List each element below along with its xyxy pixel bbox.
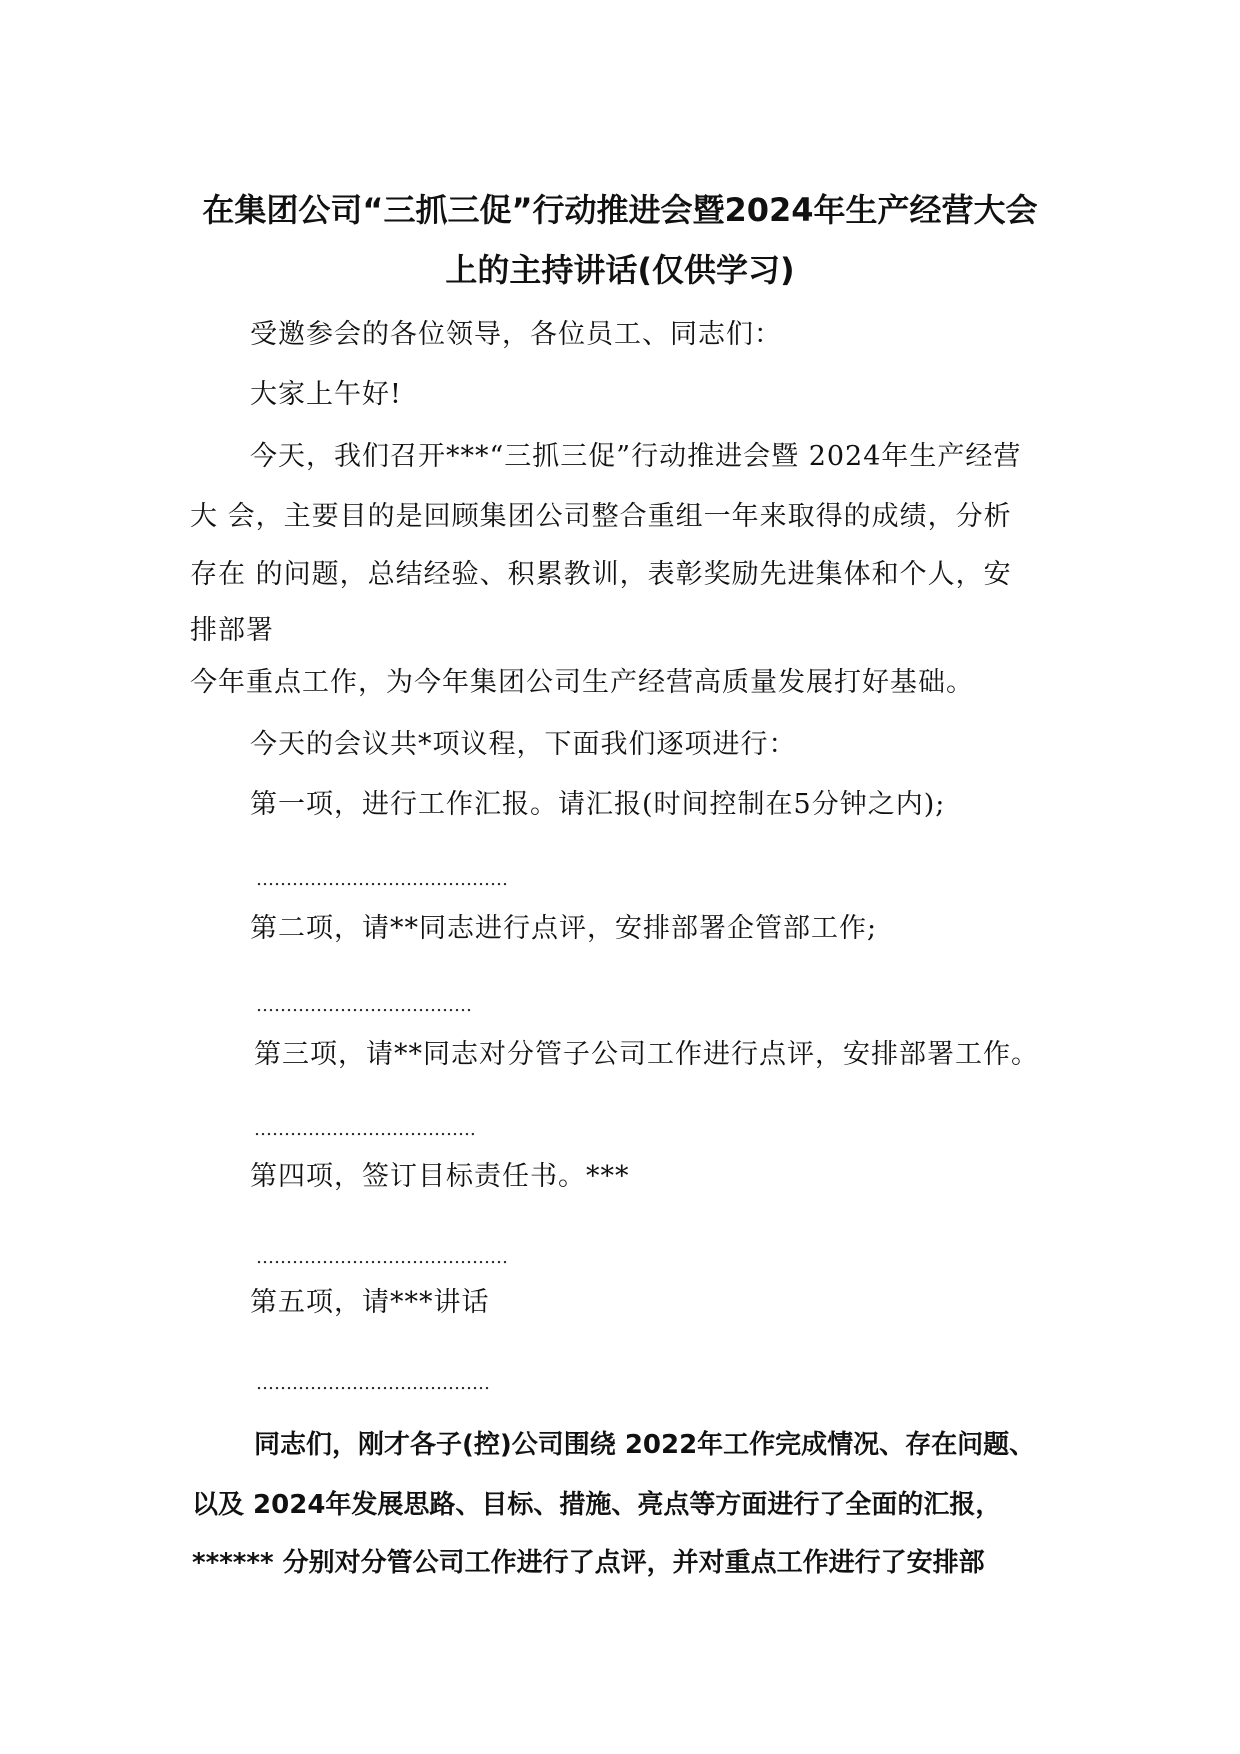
document-title-line-2: 上的主持讲话(仅供学习) [445,251,795,289]
agenda-item-4: 第四项，签订目标责任书。*** [250,1161,630,1192]
intro-paragraph-line: 今年重点工作，为今年集团公司生产经营高质量发展打好基础。 [190,667,974,698]
closing-paragraph-line: 同志们，刚才各子(控)公司围绕 2022年工作完成情况、存在问题、 [254,1430,1036,1460]
intro-paragraph-line: 排部署 [190,615,274,646]
agenda-item-3: 第三项，请**同志对分管子公司工作进行点评，安排部署工作。 [254,1039,1039,1070]
intro-paragraph-line: 大 会，主要目的是回顾集团公司整合重组一年来取得的成绩，分析 [190,501,1012,532]
agenda-item-5: 第五项，请***讲话 [250,1287,490,1318]
greeting: 大家上午好! [250,379,402,410]
intro-paragraph-line: 今天，我们召开***“三抓三促”行动推进会暨 2024年生产经营 [250,441,1022,472]
intro-paragraph-line: 存在 的问题，总结经验、积累教训，表彰奖励先进集体和个人，安 [190,559,1012,590]
agenda-item-1: 第一项，进行工作汇报。请汇报(时间控制在5分钟之内); [250,789,946,820]
agenda-item-1-dots: …………………………………… [256,869,508,890]
salutation: 受邀参会的各位领导，各位员工、同志们： [250,319,782,350]
agenda-item-4-dots: …………………………………… [256,1247,508,1268]
agenda-item-3-dots: ………………………………. [254,1119,476,1140]
closing-paragraph-line: ****** 分别对分管公司工作进行了点评，并对重点工作进行了安排部 [192,1548,985,1578]
agenda-item-2: 第二项，请**同志进行点评，安排部署企管部工作; [250,913,878,944]
closing-paragraph-line: 以及 2024年发展思路、目标、措施、亮点等方面进行了全面的汇报， [192,1490,1002,1520]
agenda-intro: 今天的会议共*项议程，下面我们逐项进行： [250,729,797,760]
agenda-item-2-dots: ……………………………… [256,995,472,1016]
agenda-item-5-dots: ………………………………… [256,1373,490,1394]
document-title-line-1: 在集团公司“三抓三促”行动推进会暨2024年生产经营大会 [202,191,1038,229]
